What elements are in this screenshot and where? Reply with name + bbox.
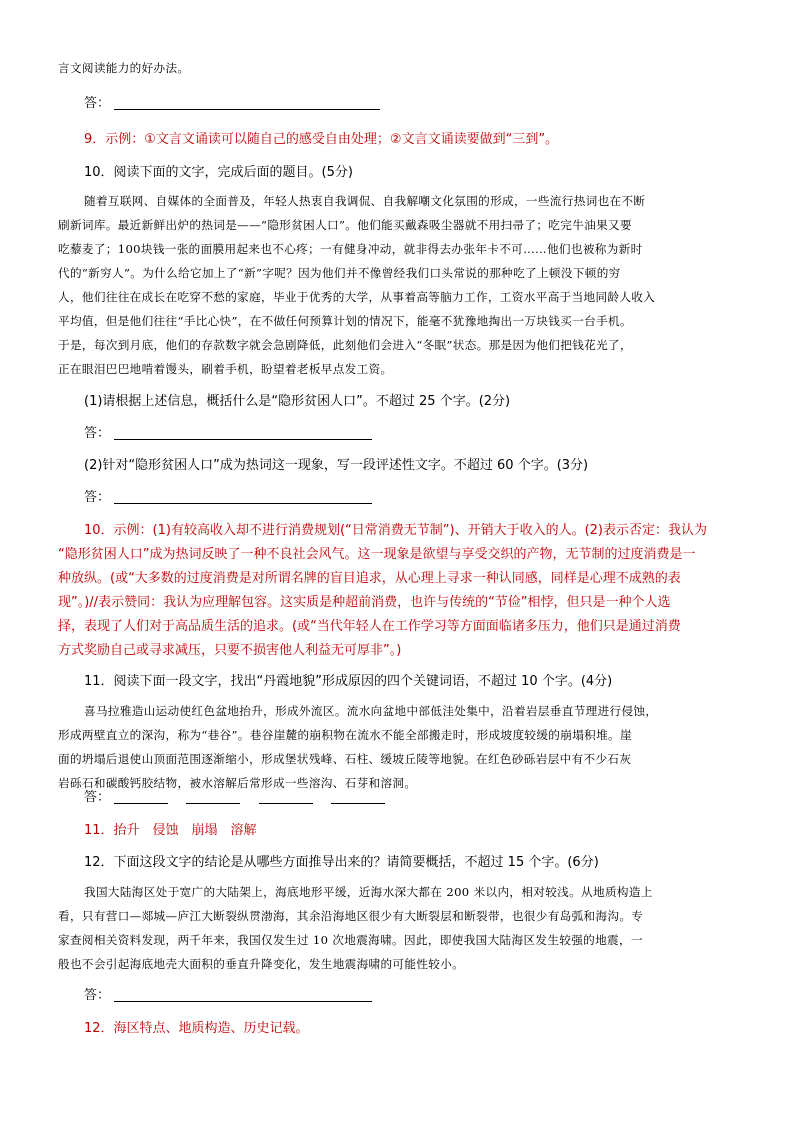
q10-answer-line: 10．示例：(1)有较高收入却不进行消费规划(“日常消费无节制”)、开销大于收入的人。(2)表示否定：我认为 <box>84 523 707 538</box>
q10-passage-line: 吃藜麦了；100块钱一张的面膜用起来也不心疼；一有健身冲动，就非得去办张年卡不可……他们也被称为新时 <box>58 242 643 256</box>
q11-answer: 11．抬升 侵蚀 崩塌 溶解 <box>84 823 257 838</box>
q10-answer-line: 择，表现了人们对于高品质生活的追求。(或“当代年轻人在工作学习等方面面临诸多压力，他们只是通过消费 <box>58 619 681 634</box>
q12-passage-line: 看，只有营口—郯城—庐江大断裂纵贯渤海，其余沿海地区很少有大断裂层和断裂带，也很少有岛弧和海沟。专 <box>58 909 644 923</box>
answer-blank[interactable] <box>114 988 372 1002</box>
answer-line-q12 <box>84 984 372 1003</box>
q10-answer-line: 方式奖励自己或寻求减压，只要不损害他人利益无可厚非”。) <box>58 643 402 658</box>
answer-blank[interactable] <box>114 490 372 504</box>
q10-passage-line: 刷新词库。最近新鲜出炉的热词是——“隐形贫困人口”。他们能买戴森吸尘器就不用扫帚了；吃完牛油果又要 <box>58 218 632 232</box>
answer-blank-2[interactable] <box>186 790 240 804</box>
q12-passage-line: 般也不会引起海底地壳大面积的垂直升降变化，发生地震海啸的可能性较小。 <box>58 957 465 971</box>
q11-passage-line: 岩砾石和碳酸钙胶结物，被水溶解后常形成一些溶沟、石芽和溶洞。 <box>58 776 417 790</box>
answer-blank-4[interactable] <box>331 790 385 804</box>
q10-answer-line: 种放纵。(或“大多数的过度消费是对所谓名牌的盲目追求，从心理上寻求一种认同感，同样是心理不成熟的表 <box>58 571 681 586</box>
q10-passage-line: 人，他们往往在成长在吃穿不愁的家庭，毕业于优秀的大学，从事着高等脑力工作，工资水平高于当地同龄人收入 <box>58 290 656 304</box>
q10-sub1: (1)请根据上述信息，概括什么是“隐形贫困人口”。不超过 25 个字。(2分) <box>84 394 511 409</box>
q11-passage-line: 面的坍塌后退使山顶面范围逐渐缩小，形成堡状残峰、石柱、缓坡丘陵等地貌。在红色砂砾岩层中有不少石灰 <box>58 752 632 766</box>
answer-label: 答： <box>84 96 111 111</box>
q11-passage-line: 喜马拉雅造山运动使红色盆地抬升，形成外流区。流水向盆地中部低洼处集中，沿着岩层垂直节理进行侵蚀， <box>84 704 658 718</box>
q12-passage-line: 家查阅相关资料发现，两千年来，我国仅发生过 10 次地震海啸。因此，即使我国大陆海区发生较强的地震，一 <box>58 933 643 947</box>
q10-sub2: (2)针对“隐形贫困人口”成为热词这一现象，写一段评述性文字。不超过 60 个字。(3分) <box>84 458 589 473</box>
answer-blank[interactable] <box>114 426 372 440</box>
answer-blank[interactable] <box>114 96 380 110</box>
answer-line-q10-2 <box>84 486 372 505</box>
q10-passage-line: 于是，每次到月底，他们的存款数字就会急剧降低，此刻他们会进入“冬眠”状态。那是因为他们把钱花光了， <box>58 338 632 352</box>
q11-passage-line: 形成两壁直立的深沟，称为“巷谷”。巷谷崖麓的崩积物在流水不能全部搬走时，形成坡度较缓的崩塌积堆。崖 <box>58 728 632 742</box>
q12-title: 12．下面这段文字的结论是从哪些方面推导出来的？请简要概括，不超过 15 个字。(6分) <box>84 855 599 870</box>
q9-answer: 9．示例：①文言文诵读可以随自己的感受自由处理；②文言文诵读要做到“三到”。 <box>84 132 559 147</box>
answer-line-q11 <box>84 786 385 805</box>
q12-passage-line: 我国大陆海区处于宽广的大陆架上，海底地形平缓，近海水深大都在 200 米以内，相对较浅。从地质构造上 <box>84 885 653 899</box>
q10-answer-line: 现”。)//表示赞同：我认为应理解包容。这实质是种超前消费，也许与传统的“节俭”相悖，但只是一种个人选 <box>58 595 671 610</box>
answer-line-q10-1 <box>84 422 372 441</box>
answer-blank-1[interactable] <box>114 790 168 804</box>
q10-passage-line: 正在眼泪巴巴地啃着馒头，刷着手机，盼望着老板早点发工资。 <box>58 362 393 376</box>
answer-label: 答： <box>84 988 111 1003</box>
q12-answer: 12．海区特点、地质构造、历史记载。 <box>84 1021 309 1036</box>
q10-title: 10．阅读下面的文字，完成后面的题目。(5分) <box>84 165 353 180</box>
answer-blank-3[interactable] <box>259 790 313 804</box>
answer-line-q8 <box>84 92 380 111</box>
q10-answer-line: “隐形贫困人口”成为热词反映了一种不良社会风气。这一现象是欲望与享受交织的产物，无节制的过度消费是一 <box>58 547 696 562</box>
answer-label: 答： <box>84 490 111 505</box>
continued-text-line: 言文阅读能力的好办法。 <box>58 61 190 75</box>
answer-label: 答： <box>84 790 111 805</box>
q11-title: 11．阅读下面一段文字，找出“丹霞地貌”形成原因的四个关键词语，不超过 10 个字。(4分) <box>84 674 613 689</box>
q10-passage-line: 平均值，但是他们往往“手比心快”，在不做任何预算计划的情况下，能毫不犹豫地掏出一万块钱买一台手机。 <box>58 314 632 328</box>
q10-passage-line: 随着互联网、自媒体的全面普及，年轻人热衷自我调侃、自我解嘲文化氛围的形成，一些流行热词也在不断 <box>84 194 646 208</box>
answer-label: 答： <box>84 426 111 441</box>
q10-passage-line: 代的“新穷人”。为什么给它加上了“新”字呢？因为他们并不像曾经我们口头常说的那种吃了上顿没下顿的穷 <box>58 266 621 280</box>
